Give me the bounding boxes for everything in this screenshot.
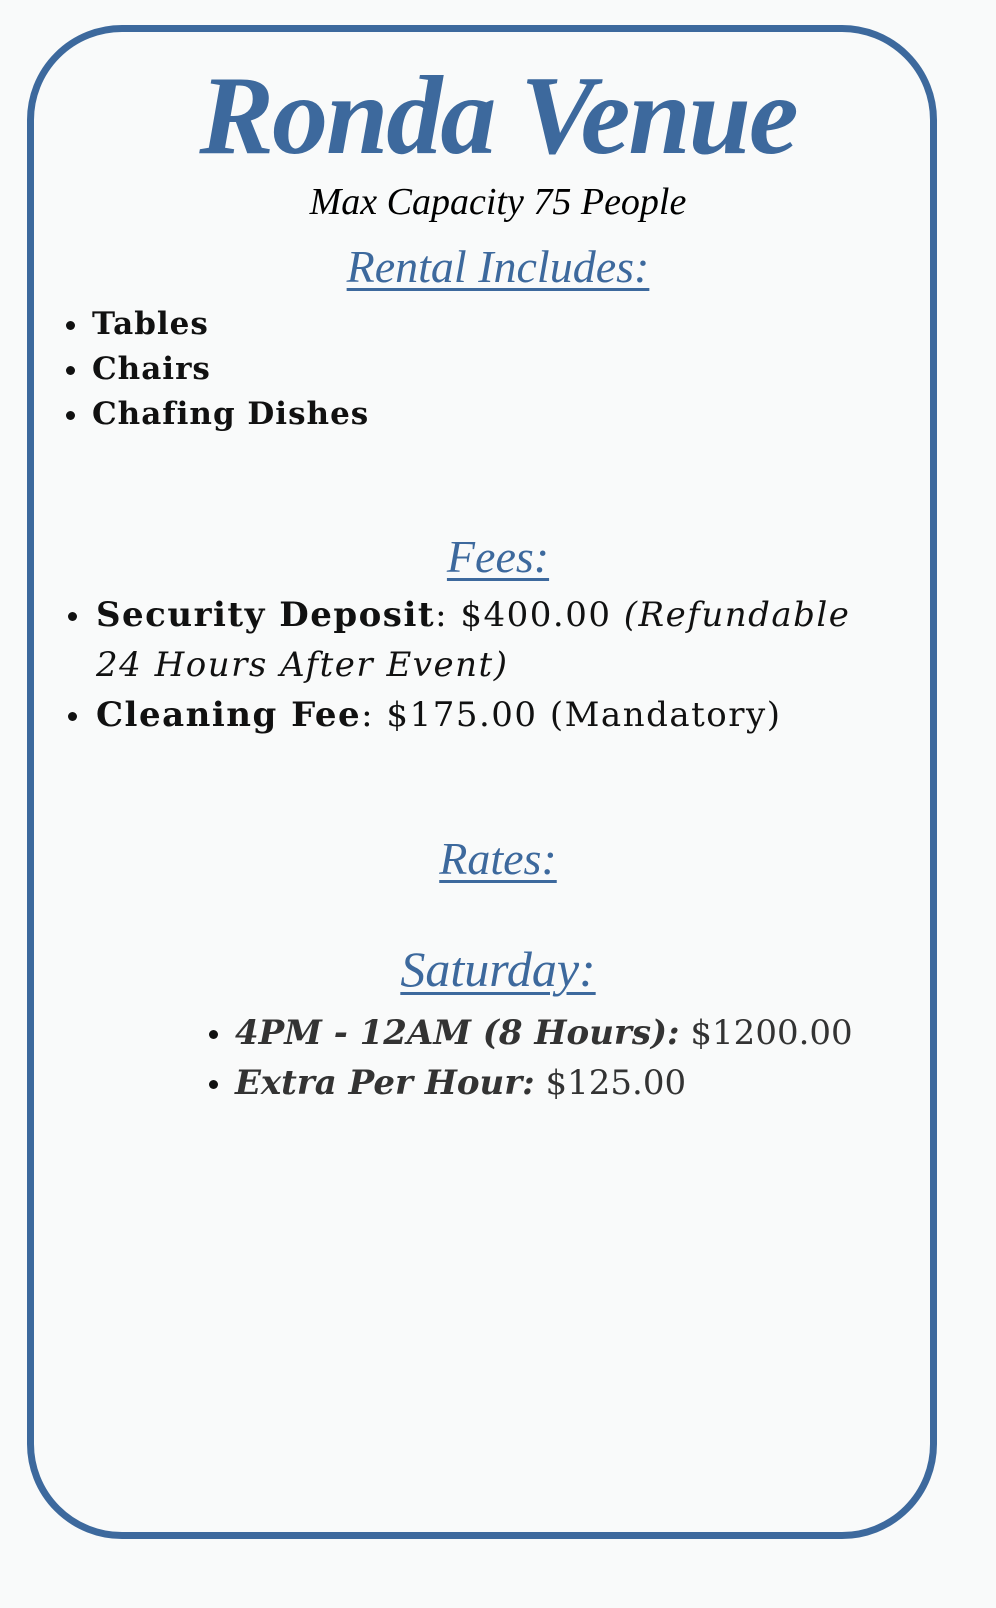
- list-item: Tables: [62, 302, 369, 347]
- fee-amount: $400.00: [448, 595, 624, 635]
- fee-item: [64, 690, 884, 740]
- rate-item: [205, 1058, 853, 1108]
- fee-label: Cleaning Fee: [96, 695, 362, 735]
- rate-label: 4PM - 12AM (8 Hours):: [235, 1013, 680, 1053]
- fee-amount: $175.00: [374, 695, 550, 735]
- rate-label: Extra Per Hour:: [235, 1063, 535, 1103]
- capacity-text: Max Capacity 75 People: [309, 181, 687, 223]
- fees-list: [64, 590, 884, 740]
- saturday-heading: Saturday:: [400, 941, 596, 997]
- venue-title: Ronda Venue: [199, 54, 797, 178]
- rates-heading: Rates:: [439, 833, 557, 884]
- list-item: Chairs: [62, 347, 369, 392]
- list-item: Chafing Dishes: [62, 392, 369, 437]
- rental-list: [62, 302, 369, 437]
- rate-amount: $1200.00: [679, 1013, 853, 1053]
- fee-item: [64, 590, 884, 690]
- fees-heading: Fees:: [446, 531, 550, 582]
- fee-sep: :: [361, 695, 375, 735]
- rates-list: [205, 1008, 853, 1108]
- fee-sep: :: [435, 595, 449, 635]
- rate-item: [205, 1008, 853, 1058]
- fee-label: Security Deposit: [96, 595, 436, 635]
- fee-note: (Mandatory): [549, 695, 782, 735]
- rate-amount: $125.00: [534, 1063, 687, 1103]
- rental-heading: Rental Includes:: [346, 241, 650, 292]
- fee-note: (Refundable 24 Hours After Event): [96, 595, 851, 685]
